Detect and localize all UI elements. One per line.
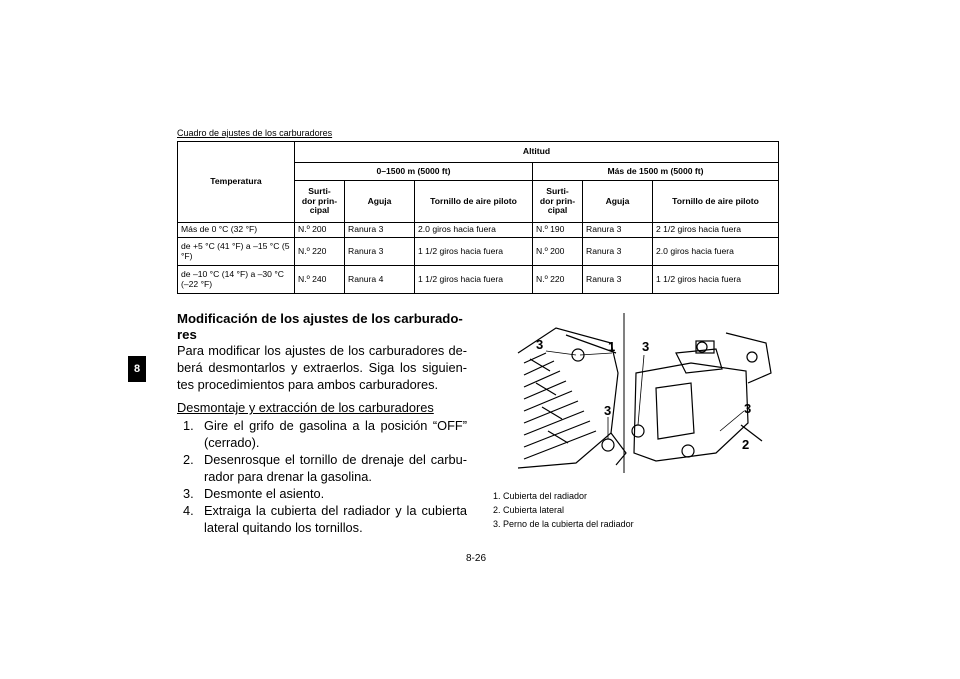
chapter-tab bbox=[128, 356, 146, 382]
cell-pilot: 1 1/2 giros hacia fuera bbox=[415, 238, 533, 266]
step-number: 1. bbox=[183, 418, 194, 433]
cell-jet: N.º 190 bbox=[533, 223, 583, 238]
step-number: 2. bbox=[183, 452, 194, 467]
sub-heading: Desmontaje y extracción de los carburadores bbox=[177, 400, 434, 415]
cell-needle: Ranura 3 bbox=[583, 238, 653, 266]
list-item: 3. Perno de la cubierta del radiador bbox=[493, 519, 634, 529]
cell-jet: N.º 220 bbox=[295, 238, 345, 266]
cell-needle: Ranura 3 bbox=[583, 223, 653, 238]
cell-jet: N.º 240 bbox=[295, 266, 345, 294]
list-item: 1. Cubierta del radiador bbox=[493, 491, 588, 501]
cell-needle: Ranura 3 bbox=[583, 266, 653, 294]
table-row bbox=[178, 238, 779, 266]
cell-jet: N.º 220 bbox=[533, 266, 583, 294]
table-caption: Cuadro de ajustes de los carburadores bbox=[177, 128, 333, 138]
left-panel-drawing bbox=[518, 313, 626, 473]
header-main-jet: Surti- dor prin- cipal bbox=[533, 181, 583, 223]
chapter-tab-label: 8 bbox=[133, 363, 141, 375]
list-item bbox=[177, 417, 467, 451]
header-needle: Aguja bbox=[345, 181, 415, 223]
radiator-cover-illustration bbox=[516, 313, 778, 473]
table-row bbox=[178, 266, 779, 294]
callout-3-c: 3 bbox=[604, 403, 612, 418]
step-number: 4. bbox=[183, 503, 194, 518]
page-number: 8-26 bbox=[466, 553, 487, 564]
illustration-svg bbox=[516, 313, 778, 473]
header-altitude: Altitud bbox=[295, 142, 779, 163]
header-needle: Aguja bbox=[583, 181, 653, 223]
cell-jet: N.º 200 bbox=[295, 223, 345, 238]
list-item bbox=[177, 451, 467, 485]
step-text: Desmonte el asiento. bbox=[204, 486, 325, 501]
cell-temp: Más de 0 °C (32 °F) bbox=[178, 223, 295, 238]
step-text: Extraiga la cubierta del radiador y la cubierta lateral quitando los tornillos. bbox=[204, 503, 467, 535]
header-main-jet: Surti- dor prin- cipal bbox=[295, 181, 345, 223]
figure-legend bbox=[493, 489, 634, 531]
callout-3-d: 3 bbox=[744, 401, 752, 416]
callout-1: 1 bbox=[608, 339, 616, 354]
callout-3-b: 3 bbox=[642, 339, 650, 354]
callout-leaders bbox=[546, 351, 744, 439]
cell-temp: de +5 °C (41 °F) a –15 °C (5 °F) bbox=[178, 238, 295, 266]
right-panel-drawing bbox=[632, 333, 771, 461]
header-altitude-low: 0–1500 m (5000 ft) bbox=[295, 163, 533, 181]
section-title: Modificación de los ajustes de los carburado-res bbox=[177, 311, 463, 342]
cell-pilot: 2.0 giros hacia fuera bbox=[653, 238, 779, 266]
cell-pilot: 2.0 giros hacia fuera bbox=[415, 223, 533, 238]
header-pilot-screw: Tornillo de aire piloto bbox=[415, 181, 533, 223]
cell-pilot: 1 1/2 giros hacia fuera bbox=[653, 266, 779, 294]
cell-needle: Ranura 3 bbox=[345, 238, 415, 266]
list-item bbox=[177, 502, 467, 536]
list-item bbox=[177, 485, 467, 502]
table-row bbox=[178, 223, 779, 238]
cell-pilot: 2 1/2 giros hacia fuera bbox=[653, 223, 779, 238]
cell-needle: Ranura 3 bbox=[345, 223, 415, 238]
step-text: Gire el grifo de gasolina a la posición “OFF” (cerrado). bbox=[204, 418, 467, 450]
callout-3-a: 3 bbox=[536, 337, 544, 352]
cell-needle: Ranura 4 bbox=[345, 266, 415, 294]
callout-2: 2 bbox=[742, 437, 750, 452]
cell-jet: N.º 200 bbox=[533, 238, 583, 266]
header-temperature: Temperatura bbox=[178, 142, 295, 223]
step-number: 3. bbox=[183, 486, 194, 501]
header-altitude-high: Más de 1500 m (5000 ft) bbox=[533, 163, 779, 181]
steps-list bbox=[177, 417, 467, 536]
carburetor-settings-table bbox=[177, 141, 779, 294]
step-text: Desenrosque el tornillo de drenaje del carbu-rador para drenar la gasolina. bbox=[204, 452, 467, 484]
intro-paragraph: Para modificar los ajustes de los carburadores de-berá desmontarlos y extraerlos. Siga los siguien-tes procedimientos para ambos carburadores. bbox=[177, 343, 467, 392]
list-item: 2. Cubierta lateral bbox=[493, 505, 565, 515]
header-pilot-screw: Tornillo de aire piloto bbox=[653, 181, 779, 223]
cell-pilot: 1 1/2 giros hacia fuera bbox=[415, 266, 533, 294]
cell-temp: de –10 °C (14 °F) a –30 °C (–22 °F) bbox=[178, 266, 295, 294]
